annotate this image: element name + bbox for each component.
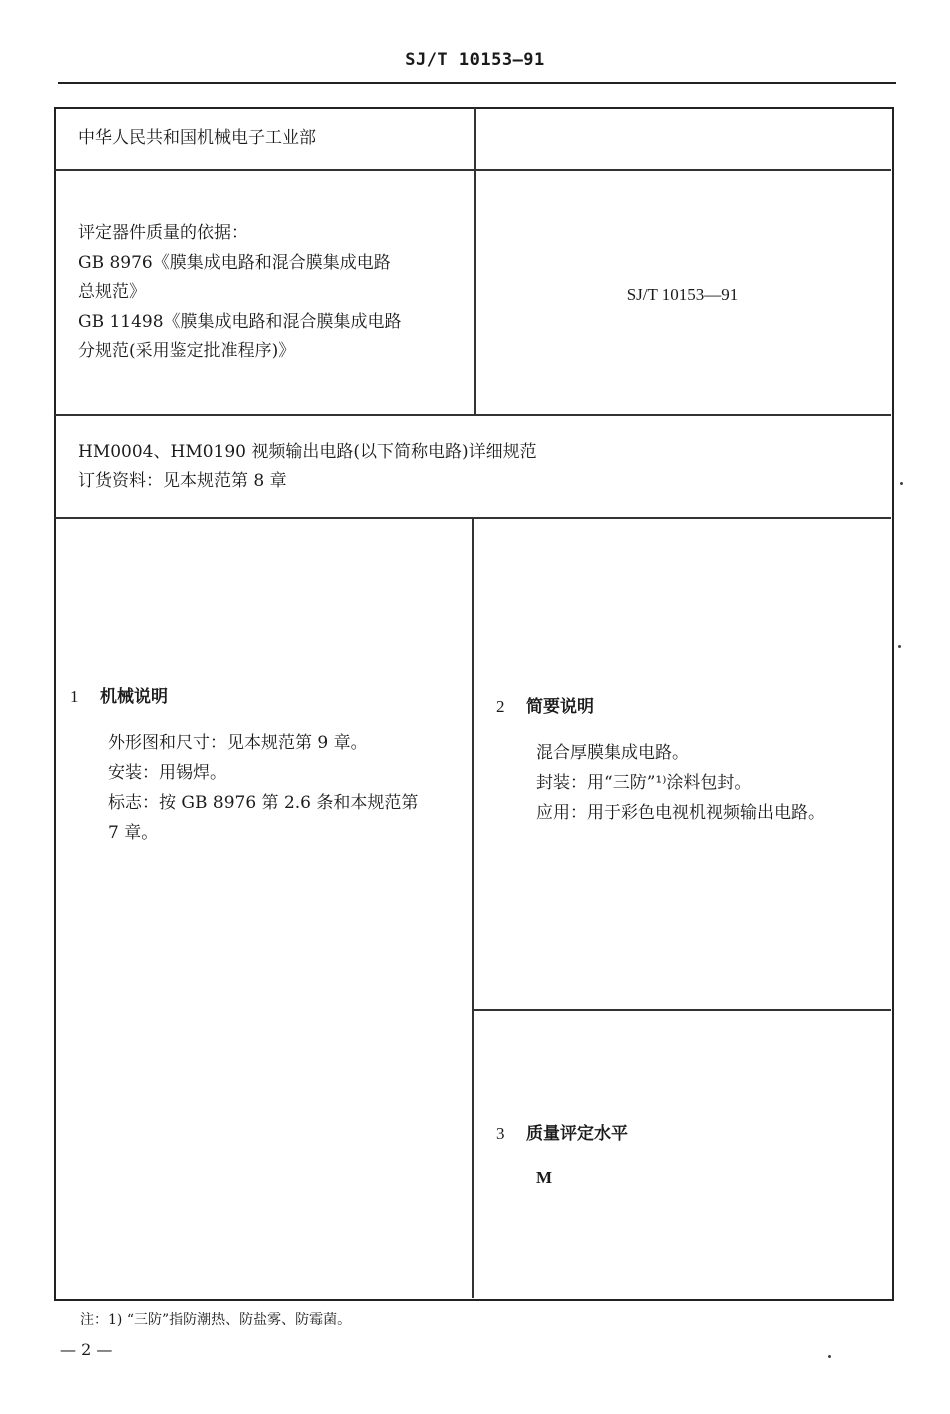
section-2-body [536, 738, 825, 828]
section-title: 质量评定水平 [526, 1124, 628, 1144]
spec-number: SJ/T 10153—91 [626, 285, 739, 304]
row-divider-4 [473, 1009, 891, 1011]
section-number: 3 [496, 1124, 505, 1143]
section-title: 机械说明 [100, 687, 168, 707]
body-line: 安装：用锡焊。 [108, 763, 227, 783]
column-divider-top [474, 108, 476, 415]
quality-level-value: M [536, 1168, 553, 1187]
section-3-heading [496, 1119, 628, 1144]
basis-line: 分规范(采用鉴定批准程序)》 [78, 341, 296, 361]
scan-speck [898, 645, 901, 648]
footnote: 注：1) “三防”指防潮热、防盐雾、防霉菌。 [80, 1312, 352, 1328]
ordering-info: 订货资料：见本规范第 8 章 [78, 471, 287, 491]
body-line: 封装：用“三防”¹⁾涂料包封。 [536, 773, 752, 793]
section-title: 简要说明 [526, 697, 594, 717]
basis-line: GB 11498《膜集成电路和混合膜集成电路 [78, 311, 402, 332]
body-line: 应用：用于彩色电视机视频输出电路。 [536, 803, 825, 823]
body-line: 7 章。 [108, 823, 159, 843]
page-number: — 2 — [60, 1340, 113, 1359]
section-1-body [108, 728, 418, 848]
document-code-header: SJ/T 10153—91 [405, 50, 545, 70]
scan-speck [900, 482, 903, 485]
section-2-heading [496, 692, 594, 717]
basis-line: 总规范》 [78, 282, 146, 302]
ministry-name: 中华人民共和国机械电子工业部 [78, 128, 316, 148]
basis-line: 评定器件质量的依据： [78, 223, 248, 243]
scan-speck [828, 1355, 831, 1358]
row-divider-2 [55, 414, 891, 416]
quality-basis [78, 219, 402, 367]
section-number: 1 [70, 687, 79, 706]
spec-title: HM0004、HM0190 视频输出电路(以下简称电路)详细规范 [78, 442, 537, 462]
spec-title-block [78, 438, 537, 496]
basis-line: GB 8976《膜集成电路和混合膜集成电路 [78, 252, 391, 273]
section-1-heading [70, 682, 168, 707]
body-line: 标志：按 GB 8976 第 2.6 条和本规范第 [108, 793, 419, 813]
column-divider-bottom [472, 518, 474, 1298]
header-rule [58, 82, 896, 84]
body-line: 外形图和尺寸：见本规范第 9 章。 [108, 733, 368, 753]
body-line: 混合厚膜集成电路。 [536, 743, 689, 763]
row-divider-1 [55, 169, 891, 171]
section-number: 2 [496, 697, 505, 716]
